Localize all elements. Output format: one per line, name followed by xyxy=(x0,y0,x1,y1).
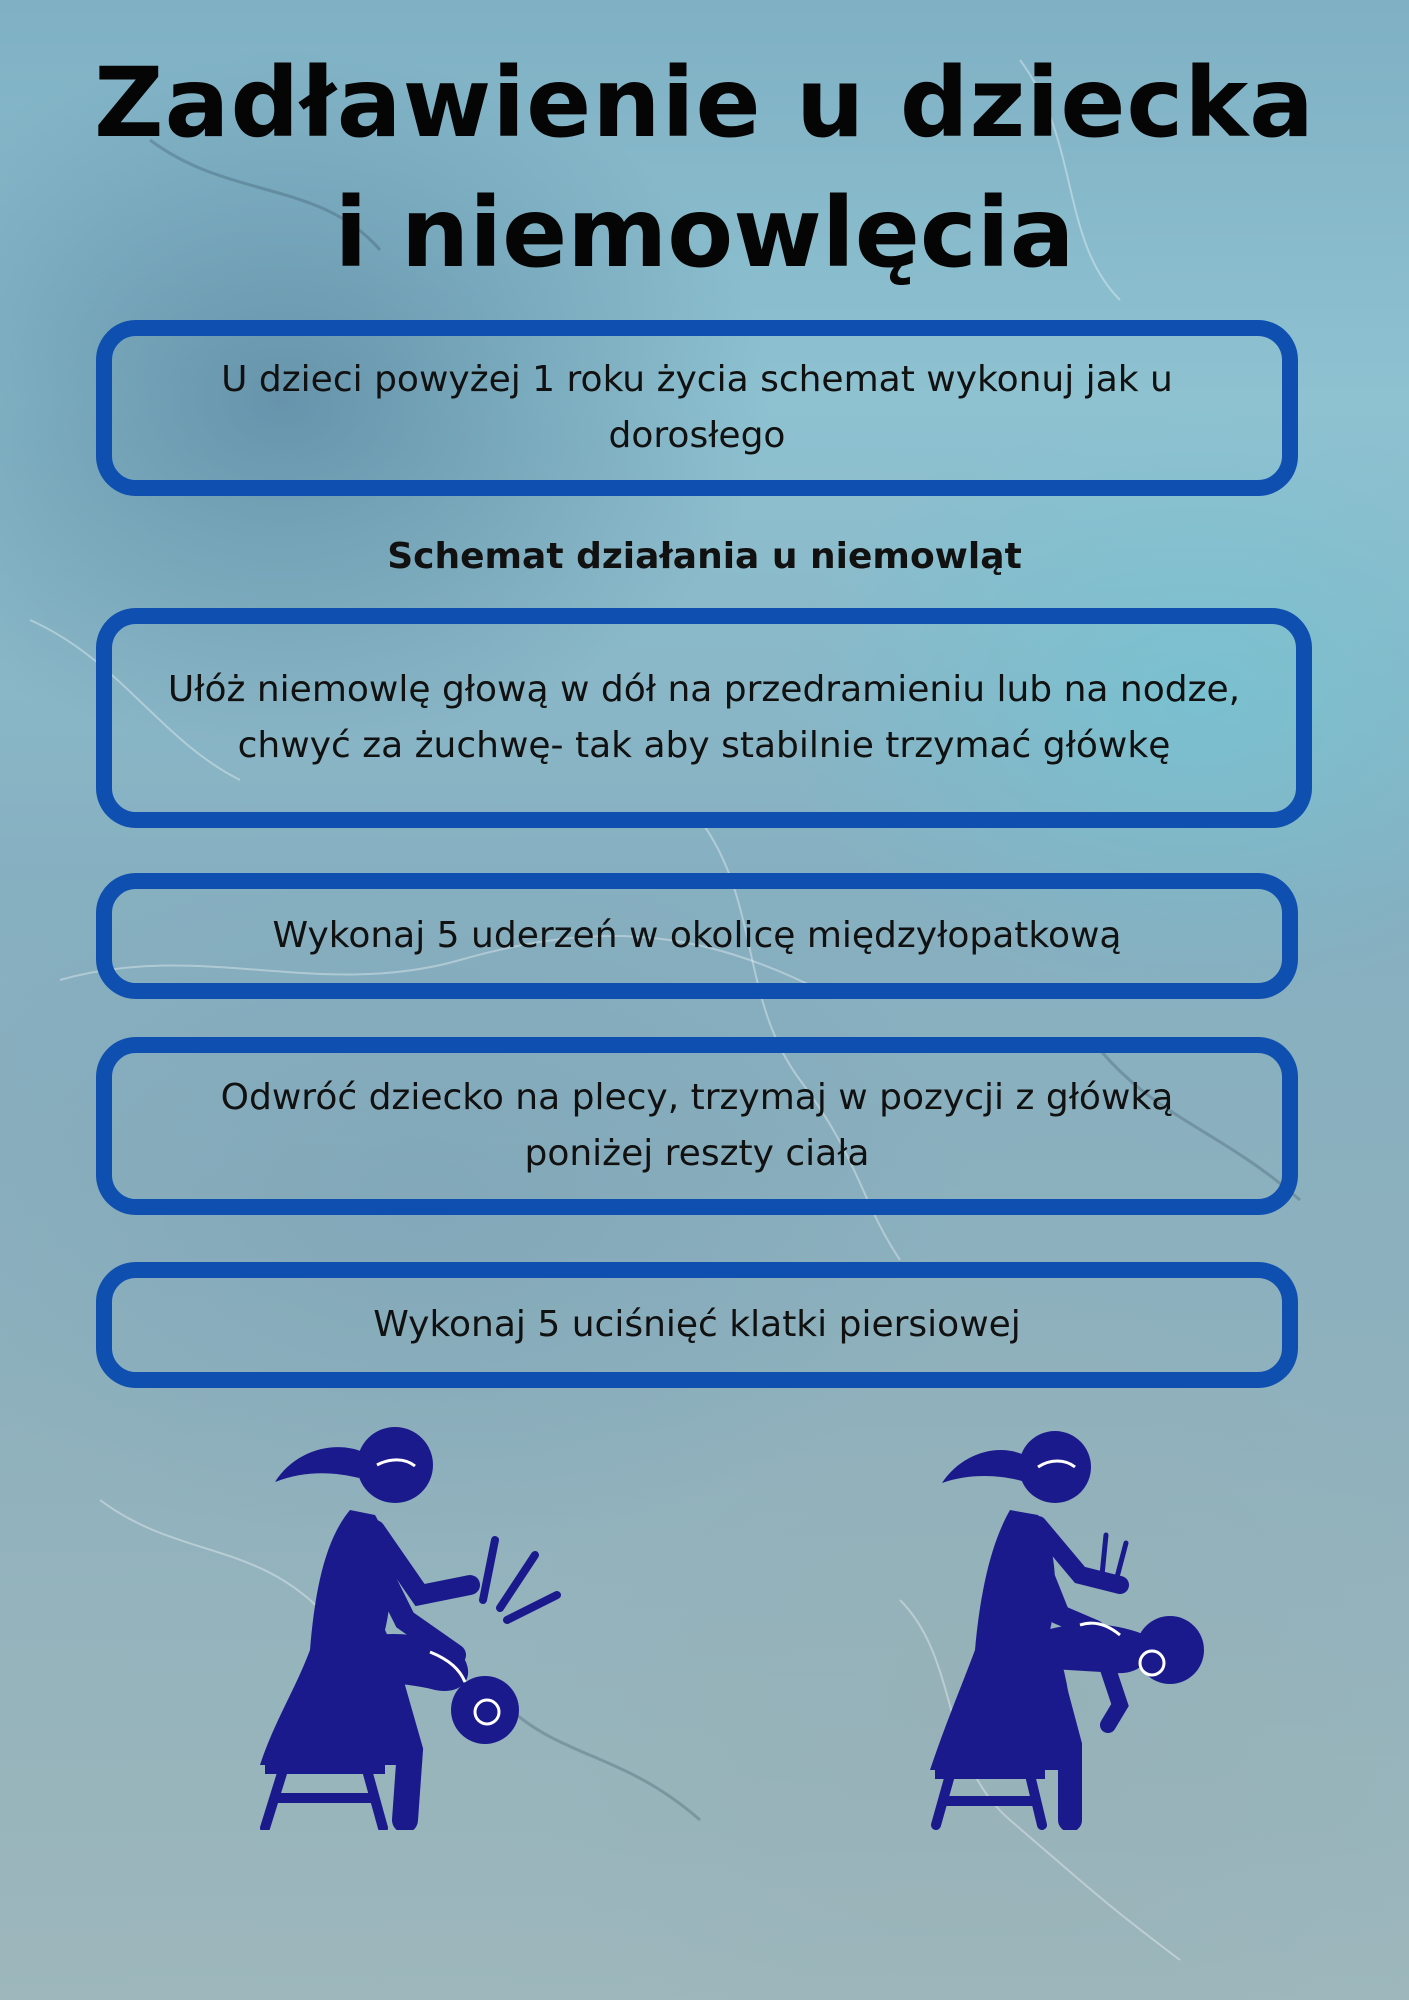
chest-thrusts-icon xyxy=(930,1425,1230,1830)
older-children-text: U dzieci powyżej 1 roku życia schemat wykonuj jak u dorosłego xyxy=(221,359,1173,456)
older-children-box xyxy=(96,320,1298,496)
step-3-text: Odwróć dziecko na plecy, trzymaj w pozycji z główką poniżej reszty ciała xyxy=(220,1077,1174,1174)
step-1-box xyxy=(96,608,1312,828)
infant-procedure-heading: Schemat działania u niemowląt xyxy=(387,536,1022,577)
back-blows-icon xyxy=(255,1420,615,1830)
step-4-box xyxy=(96,1262,1298,1388)
step-1-text: Ułóż niemowlę głową w dół na przedramieniu lub na nodze, chwyć za żuchwę- tak aby stabilnie trzymać główkę xyxy=(167,669,1241,766)
page-title-line-1: Zadławienie u dziecka xyxy=(94,47,1315,159)
step-4-text: Wykonaj 5 uciśnięć klatki piersiowej xyxy=(373,1304,1021,1346)
page-title-line-2: i niemowlęcia xyxy=(334,177,1075,289)
step-2-text: Wykonaj 5 uderzeń w okolicę międzyłopatkową xyxy=(272,915,1122,957)
step-2-box xyxy=(96,873,1298,999)
step-3-box xyxy=(96,1037,1298,1215)
